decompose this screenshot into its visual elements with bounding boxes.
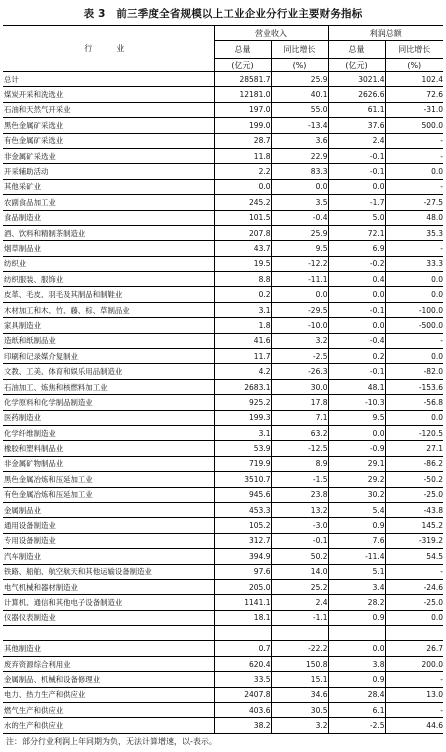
revenue-growth-cell: -2.5: [271, 349, 328, 364]
revenue-total-cell: 719.9: [214, 456, 271, 471]
profit-growth-cell: -: [385, 241, 443, 256]
profit-total-cell: -0.2: [328, 256, 385, 271]
revenue-total-cell: 12181.0: [214, 87, 271, 102]
table-row: [3, 564, 443, 579]
revenue-growth-cell: 30.5: [271, 703, 328, 718]
profit-growth-cell: 0.0: [385, 349, 443, 364]
table-row: [3, 318, 443, 333]
profit-growth-cell: 0.0: [385, 610, 443, 625]
table-row: [3, 133, 443, 148]
profit-growth-cell: -43.8: [385, 502, 443, 517]
gap-cell: [214, 626, 271, 641]
revenue-growth-cell: 0.0: [271, 287, 328, 302]
table-row: [3, 210, 443, 225]
profit-total-cell: 3.8: [328, 656, 385, 671]
revenue-total-cell: 207.8: [214, 225, 271, 240]
profit-growth-cell: -: [385, 703, 443, 718]
revenue-growth-cell: 15.1: [271, 672, 328, 687]
revenue-total-cell: 925.2: [214, 395, 271, 410]
table-row: [3, 656, 443, 671]
profit-growth-unit: (%): [385, 59, 443, 72]
financial-indicators-table: [3, 25, 443, 734]
revenue-total-cell: 197.0: [214, 102, 271, 117]
profit-total-cell: 61.1: [328, 102, 385, 117]
revenue-total-cell: 403.6: [214, 703, 271, 718]
industry-name-cell: 造纸和纸制品业: [3, 333, 214, 348]
industry-name-cell: 其他制造业: [3, 641, 214, 656]
profit-total-cell: 2626.6: [328, 87, 385, 102]
revenue-growth-cell: -1.5: [271, 472, 328, 487]
revenue-total-cell: 2683.1: [214, 379, 271, 394]
profit-growth-cell: 0.0: [385, 272, 443, 287]
revenue-unit: (亿元): [214, 59, 271, 72]
revenue-total-cell: 41.6: [214, 333, 271, 348]
table-row: [3, 164, 443, 179]
gap-cell: [328, 626, 385, 641]
profit-total-cell: -0.1: [328, 148, 385, 163]
revenue-total-cell: 394.9: [214, 549, 271, 564]
revenue-growth-header: 同比增长: [271, 41, 328, 59]
profit-growth-cell: 500.0: [385, 118, 443, 133]
revenue-total-cell: 28581.7: [214, 72, 271, 87]
revenue-total-cell: 105.2: [214, 518, 271, 533]
profit-growth-cell: 27.1: [385, 441, 443, 456]
revenue-total-cell: 199.0: [214, 118, 271, 133]
profit-total-cell: -0.4: [328, 333, 385, 348]
revenue-growth-cell: 22.9: [271, 148, 328, 163]
industry-name-cell: 印刷和记录媒介复制业: [3, 349, 214, 364]
revenue-total-cell: 205.0: [214, 579, 271, 594]
revenue-growth-cell: 8.9: [271, 456, 328, 471]
revenue-total-cell: 1141.1: [214, 595, 271, 610]
industry-name-cell: 化学原料和化学制品制造业: [3, 395, 214, 410]
revenue-total-cell: 53.9: [214, 441, 271, 456]
table-row: [3, 472, 443, 487]
industry-name-cell: 非金属矿物制品业: [3, 456, 214, 471]
table-row: [3, 456, 443, 471]
revenue-total-cell: 312.7: [214, 533, 271, 548]
revenue-total-cell: 3510.7: [214, 472, 271, 487]
industry-name-cell: 皮革、毛皮、羽毛及其制品和制鞋业: [3, 287, 214, 302]
profit-growth-cell: -24.6: [385, 579, 443, 594]
revenue-growth-cell: 34.6: [271, 687, 328, 702]
industry-name-cell: 通用设备制造业: [3, 518, 214, 533]
profit-total-cell: 29.1: [328, 456, 385, 471]
profit-unit: (亿元): [328, 59, 385, 72]
revenue-growth-cell: 2.4: [271, 595, 328, 610]
profit-growth-cell: -153.6: [385, 379, 443, 394]
revenue-total-cell: 11.8: [214, 148, 271, 163]
industry-name-cell: 金属制品业: [3, 502, 214, 517]
revenue-growth-cell: 3.5: [271, 195, 328, 210]
revenue-growth-cell: -12.2: [271, 256, 328, 271]
revenue-growth-cell: -1.1: [271, 610, 328, 625]
profit-growth-cell: -27.5: [385, 195, 443, 210]
profit-growth-cell: -25.0: [385, 595, 443, 610]
revenue-total-cell: 2.2: [214, 164, 271, 179]
table-row: [3, 533, 443, 548]
revenue-total-cell: 8.8: [214, 272, 271, 287]
revenue-total-cell: 19.5: [214, 256, 271, 271]
industry-name-cell: 计算机、通信和其他电子设备制造业: [3, 595, 214, 610]
revenue-growth-cell: 25.2: [271, 579, 328, 594]
profit-growth-cell: -: [385, 133, 443, 148]
table-header: [3, 26, 443, 72]
profit-growth-cell: -120.5: [385, 425, 443, 440]
profit-total-cell: 0.9: [328, 672, 385, 687]
revenue-total-cell: 199.3: [214, 410, 271, 425]
industry-name-cell: 橡胶和塑料制品业: [3, 441, 214, 456]
profit-total-cell: 3021.4: [328, 72, 385, 87]
profit-total-cell: 28.4: [328, 687, 385, 702]
revenue-total-cell: 0.2: [214, 287, 271, 302]
industry-name-cell: 家具制造业: [3, 318, 214, 333]
item-header: 行 业: [3, 26, 214, 72]
revenue-growth-cell: 13.2: [271, 502, 328, 517]
profit-total-cell: 0.0: [328, 318, 385, 333]
table-row: [3, 72, 443, 87]
revenue-growth-cell: 55.0: [271, 102, 328, 117]
revenue-growth-cell: 40.1: [271, 87, 328, 102]
revenue-total-cell: 3.1: [214, 425, 271, 440]
section-gap-row: [3, 626, 443, 641]
revenue-growth-cell: 14.0: [271, 564, 328, 579]
revenue-growth-cell: 25.9: [271, 72, 328, 87]
table-row: [3, 718, 443, 733]
profit-growth-cell: -82.0: [385, 364, 443, 379]
table-row: [3, 256, 443, 271]
industry-name-cell: 煤炭开采和洗选业: [3, 87, 214, 102]
profit-total-cell: 0.0: [328, 179, 385, 194]
table-row: [3, 425, 443, 440]
industry-name-cell: 开采辅助活动: [3, 164, 214, 179]
table-row: [3, 272, 443, 287]
profit-growth-cell: 72.6: [385, 87, 443, 102]
revenue-total-cell: 28.7: [214, 133, 271, 148]
table-row: [3, 395, 443, 410]
profit-growth-cell: 102.4: [385, 72, 443, 87]
profit-total-cell: 28.2: [328, 595, 385, 610]
revenue-growth-cell: 150.8: [271, 656, 328, 671]
revenue-growth-cell: 3.2: [271, 718, 328, 733]
profit-growth-cell: -86.2: [385, 456, 443, 471]
industry-name-cell: 黑色金属矿采选业: [3, 118, 214, 133]
revenue-total-cell: 945.6: [214, 487, 271, 502]
revenue-growth-cell: 30.0: [271, 379, 328, 394]
revenue-total-cell: 43.7: [214, 241, 271, 256]
table-row: [3, 379, 443, 394]
industry-name-cell: 金属制品、机械和设备修理业: [3, 672, 214, 687]
table-row: [3, 118, 443, 133]
revenue-growth-cell: -10.0: [271, 318, 328, 333]
table-row: [3, 195, 443, 210]
profit-total-cell: 9.5: [328, 410, 385, 425]
profit-growth-cell: -: [385, 148, 443, 163]
industry-name-cell: 纺织服装、服饰业: [3, 272, 214, 287]
profit-total-cell: -0.9: [328, 441, 385, 456]
profit-growth-cell: -500.0: [385, 318, 443, 333]
profit-total-header: 总量: [328, 41, 385, 59]
revenue-growth-cell: -3.0: [271, 518, 328, 533]
revenue-total-cell: 33.5: [214, 672, 271, 687]
table-row: [3, 364, 443, 379]
profit-growth-cell: -56.8: [385, 395, 443, 410]
revenue-total-cell: 0.7: [214, 641, 271, 656]
table-row: [3, 441, 443, 456]
table-row: [3, 610, 443, 625]
table-row: [3, 333, 443, 348]
industry-name-cell: 纺织业: [3, 256, 214, 271]
profit-total-cell: 6.9: [328, 241, 385, 256]
profit-growth-cell: 54.5: [385, 549, 443, 564]
profit-total-cell: 2.4: [328, 133, 385, 148]
profit-total-cell: -0.1: [328, 302, 385, 317]
table-title: 表 3 前三季度全省规模以上工业企业分行业主要财务指标: [83, 8, 363, 20]
profit-growth-cell: 48.0: [385, 210, 443, 225]
table-row: [3, 687, 443, 702]
profit-total-cell: -11.4: [328, 549, 385, 564]
revenue-total-cell: 4.2: [214, 364, 271, 379]
revenue-growth-cell: -0.1: [271, 533, 328, 548]
profit-total-cell: 5.0: [328, 210, 385, 225]
revenue-growth-cell: 0.0: [271, 179, 328, 194]
profit-total-cell: 0.9: [328, 610, 385, 625]
profit-growth-cell: 0.0: [385, 410, 443, 425]
profit-growth-cell: 33.3: [385, 256, 443, 271]
table-row: [3, 287, 443, 302]
profit-total-cell: 7.6: [328, 533, 385, 548]
industry-name-cell: 石油和天然气开采业: [3, 102, 214, 117]
profit-growth-cell: -319.2: [385, 533, 443, 548]
industry-name-cell: 酒、饮料和精制茶制造业: [3, 225, 214, 240]
revenue-total-cell: 0.0: [214, 179, 271, 194]
profit-growth-cell: 200.0: [385, 656, 443, 671]
profit-total-cell: -0.1: [328, 164, 385, 179]
table-row: [3, 595, 443, 610]
gap-cell: [271, 626, 328, 641]
profit-growth-cell: 35.3: [385, 225, 443, 240]
profit-total-cell: 6.1: [328, 703, 385, 718]
profit-total-cell: 0.2: [328, 349, 385, 364]
profit-total-cell: 0.4: [328, 272, 385, 287]
revenue-growth-cell: 50.2: [271, 549, 328, 564]
table-row: [3, 549, 443, 564]
revenue-growth-cell: -22.2: [271, 641, 328, 656]
profit-growth-cell: -: [385, 672, 443, 687]
revenue-total-cell: 453.3: [214, 502, 271, 517]
industry-name-cell: 废弃资源综合利用业: [3, 656, 214, 671]
table-row: [3, 518, 443, 533]
table-row: [3, 179, 443, 194]
revenue-growth-cell: -13.4: [271, 118, 328, 133]
profit-total-cell: 0.0: [328, 287, 385, 302]
table-row: [3, 641, 443, 656]
profit-total-cell: 5.1: [328, 564, 385, 579]
revenue-total-cell: 101.5: [214, 210, 271, 225]
industry-name-cell: 石油加工、炼焦和核燃料加工业: [3, 379, 214, 394]
industry-name-cell: 有色金属冶炼和压延加工业: [3, 487, 214, 502]
header-row-1: [3, 26, 443, 41]
profit-header: 利润总额: [328, 26, 443, 41]
revenue-growth-cell: 83.3: [271, 164, 328, 179]
industry-name-cell: 非金属矿采选业: [3, 148, 214, 163]
revenue-growth-cell: -0.4: [271, 210, 328, 225]
profit-growth-cell: 0.0: [385, 287, 443, 302]
table-row: [3, 225, 443, 240]
industry-name-cell: 专用设备制造业: [3, 533, 214, 548]
industry-name-cell: 电力、热力生产和供应业: [3, 687, 214, 702]
profit-growth-cell: -: [385, 564, 443, 579]
profit-growth-cell: -31.0: [385, 102, 443, 117]
table-row: [3, 302, 443, 317]
profit-total-cell: 0.0: [328, 641, 385, 656]
profit-total-cell: 0.9: [328, 518, 385, 533]
profit-growth-cell: -50.2: [385, 472, 443, 487]
table-row: [3, 241, 443, 256]
profit-growth-cell: -100.0: [385, 302, 443, 317]
revenue-growth-unit: (%): [271, 59, 328, 72]
profit-total-cell: 30.2: [328, 487, 385, 502]
industry-name-cell: 医药制造业: [3, 410, 214, 425]
industry-name-cell: 电气机械和器材制造业: [3, 579, 214, 594]
profit-total-cell: 72.1: [328, 225, 385, 240]
profit-growth-cell: -: [385, 179, 443, 194]
revenue-growth-cell: 17.8: [271, 395, 328, 410]
revenue-total-cell: 97.6: [214, 564, 271, 579]
industry-name-cell: 农副食品加工业: [3, 195, 214, 210]
industry-name-cell: 文教、工美、体育和娱乐用品制造业: [3, 364, 214, 379]
revenue-growth-cell: -11.1: [271, 272, 328, 287]
profit-total-cell: 48.1: [328, 379, 385, 394]
industry-name-cell: 燃气生产和供应业: [3, 703, 214, 718]
revenue-total-cell: 3.1: [214, 302, 271, 317]
profit-growth-cell: -: [385, 333, 443, 348]
table-row: [3, 410, 443, 425]
revenue-growth-cell: 3.6: [271, 133, 328, 148]
industry-name-cell: 仪器仪表制造业: [3, 610, 214, 625]
profit-total-cell: 37.6: [328, 118, 385, 133]
revenue-growth-cell: 9.5: [271, 241, 328, 256]
revenue-growth-cell: 7.1: [271, 410, 328, 425]
table-body: [3, 72, 443, 734]
revenue-growth-cell: 63.2: [271, 425, 328, 440]
table-row: [3, 672, 443, 687]
profit-growth-cell: 44.6: [385, 718, 443, 733]
revenue-growth-cell: 3.2: [271, 333, 328, 348]
table-row: [3, 703, 443, 718]
industry-name-cell: 其他采矿业: [3, 179, 214, 194]
profit-total-cell: 29.2: [328, 472, 385, 487]
industry-name-cell: 木材加工和木、竹、藤、棕、草制品业: [3, 302, 214, 317]
industry-name-cell: 水的生产和供应业: [3, 718, 214, 733]
table-row: [3, 579, 443, 594]
profit-growth-cell: 145.2: [385, 518, 443, 533]
profit-growth-cell: -25.0: [385, 487, 443, 502]
table-row: [3, 87, 443, 102]
revenue-total-cell: 18.1: [214, 610, 271, 625]
revenue-total-cell: 245.2: [214, 195, 271, 210]
industry-name-cell: 食品制造业: [3, 210, 214, 225]
profit-growth-header: 同比增长: [385, 41, 443, 59]
table-row: [3, 148, 443, 163]
revenue-growth-cell: -12.5: [271, 441, 328, 456]
profit-total-cell: -10.3: [328, 395, 385, 410]
profit-total-cell: -0.1: [328, 364, 385, 379]
revenue-total-header: 总量: [214, 41, 271, 59]
table-row: [3, 487, 443, 502]
industry-name-cell: 烟草制品业: [3, 241, 214, 256]
industry-name-cell: 总计: [3, 72, 214, 87]
profit-total-cell: -2.5: [328, 718, 385, 733]
profit-total-cell: 3.4: [328, 579, 385, 594]
table-row: [3, 502, 443, 517]
revenue-total-cell: 11.7: [214, 349, 271, 364]
table-row: [3, 102, 443, 117]
profit-total-cell: 0.0: [328, 425, 385, 440]
industry-name-cell: 黑色金属冶炼和压延加工业: [3, 472, 214, 487]
profit-growth-cell: 0.0: [385, 164, 443, 179]
revenue-total-cell: 2407.8: [214, 687, 271, 702]
footnote: 注：部分行业利润上年同期为负，无法计算增速，以-表示。: [6, 737, 217, 746]
revenue-total-cell: 1.8: [214, 318, 271, 333]
industry-name-cell: 有色金属矿采选业: [3, 133, 214, 148]
revenue-growth-cell: -26.3: [271, 364, 328, 379]
revenue-total-cell: 38.2: [214, 718, 271, 733]
gap-cell: [3, 626, 214, 641]
profit-growth-cell: 13.0: [385, 687, 443, 702]
industry-name-cell: 化学纤维制造业: [3, 425, 214, 440]
revenue-total-cell: 620.4: [214, 656, 271, 671]
table-row: [3, 349, 443, 364]
industry-name-cell: 铁路、船舶、航空航天和其他运输设备制造业: [3, 564, 214, 579]
revenue-growth-cell: 25.9: [271, 225, 328, 240]
profit-total-cell: 5.4: [328, 502, 385, 517]
profit-growth-cell: 26.7: [385, 641, 443, 656]
industry-name-cell: 汽车制造业: [3, 549, 214, 564]
revenue-header: 营业收入: [214, 26, 328, 41]
revenue-growth-cell: -29.5: [271, 302, 328, 317]
gap-cell: [385, 626, 443, 641]
profit-total-cell: -1.7: [328, 195, 385, 210]
revenue-growth-cell: 23.8: [271, 487, 328, 502]
